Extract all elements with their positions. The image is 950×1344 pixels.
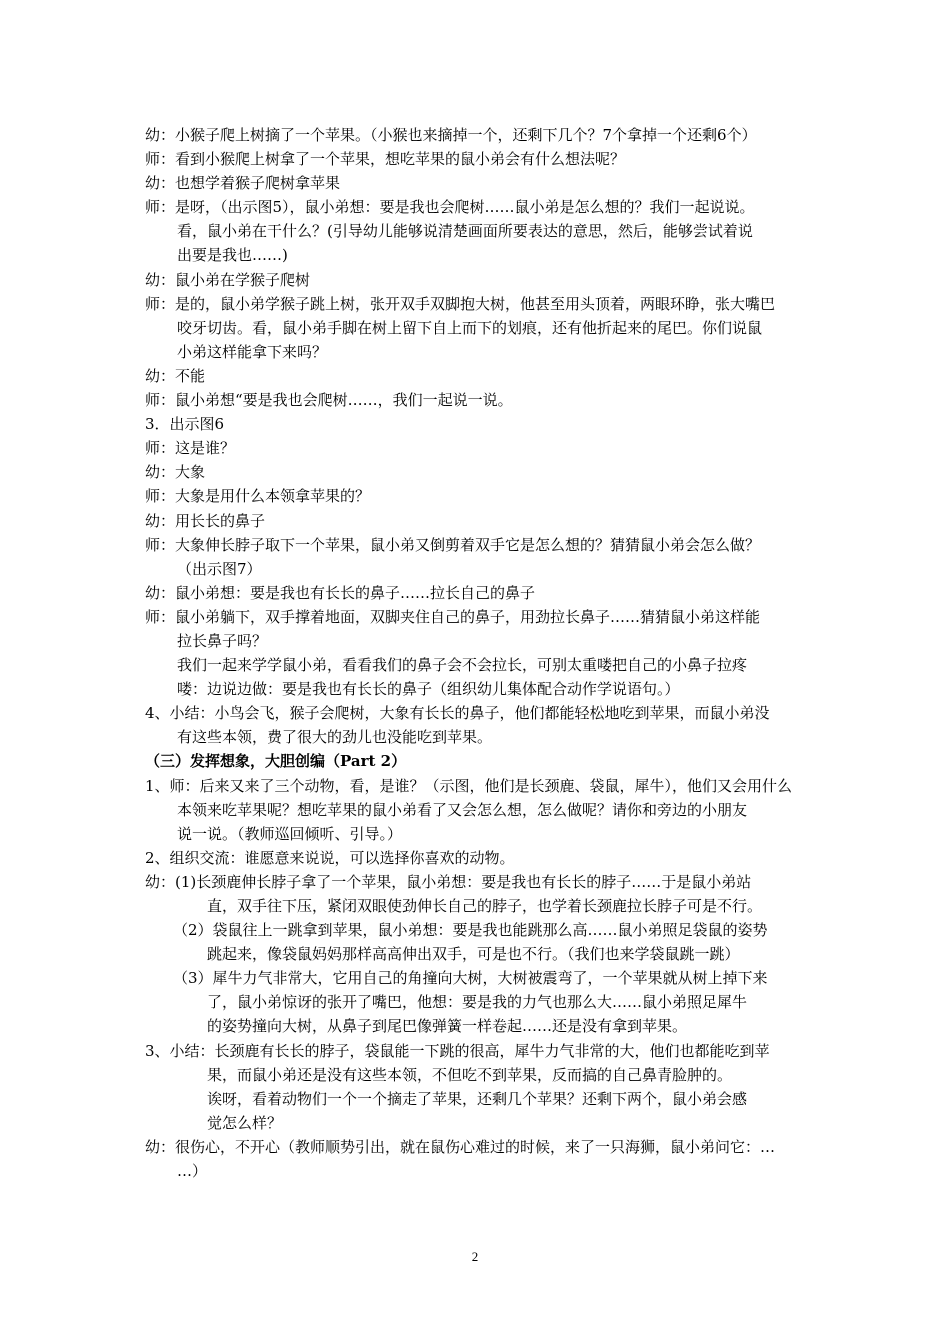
text-line: 幼：鼠小弟想：要是我也有长长的鼻子……拉长自己的鼻子	[145, 583, 536, 602]
text-line: 2、组织交流：谁愿意来说说，可以选择你喜欢的动物。	[145, 848, 515, 867]
text-line: 幼：(1)长颈鹿伸长脖子拿了一个苹果，鼠小弟想：要是我也有长长的脖子……于是鼠小弟站	[145, 872, 752, 891]
text-line: （3）犀牛力气非常大，它用自己的角撞向大树，大树被震弯了，一个苹果就从树上掉下来	[173, 969, 768, 988]
text-line: 看，鼠小弟在干什么？(引导幼儿能够说清楚画面所要表达的意思，然后，能够尝试着说	[177, 222, 753, 241]
text-line: 4、小结：小鸟会飞，猴子会爬树，大象有长长的鼻子，他们都能轻松地吃到苹果，而鼠小弟没	[145, 704, 770, 723]
text-line: 幼：鼠小弟在学猴子爬树	[145, 270, 311, 289]
text-line: 觉怎么样？	[207, 1113, 283, 1132]
text-line: 师：是的，鼠小弟学猴子跳上树，张开双手双脚抱大树，他甚至用头顶着，两眼环睁，张大嘴巴	[145, 294, 776, 313]
text-line: （2）袋鼠往上一跳拿到苹果，鼠小弟想：要是我也能跳那么高……鼠小弟照足袋鼠的姿势	[173, 921, 768, 940]
text-line: 喽：边说边做：要是我也有长长的鼻子（组织幼儿集体配合动作学说语句。）	[177, 680, 680, 699]
text-line: 果，而鼠小弟还是没有这些本领，不但吃不到苹果，反而搞的自己鼻青脸肿的。	[207, 1065, 733, 1084]
text-line: …）	[177, 1162, 208, 1181]
text-line: 幼：大象	[145, 463, 206, 482]
text-line: 师：大象伸长脖子取下一个苹果，鼠小弟又倒剪着双手它是怎么想的？猜猜鼠小弟会怎么做？	[145, 535, 761, 554]
text-line: 幼：很伤心，不开心（教师顺势引出，就在鼠伤心难过的时候，来了一只海狮，鼠小弟问它：…	[145, 1137, 776, 1156]
text-line: 师：看到小猴爬上树拿了一个苹果，想吃苹果的鼠小弟会有什么想法呢？	[145, 150, 626, 169]
text-line: 师：鼠小弟躺下，双手撑着地面，双脚夹住自己的鼻子，用劲拉长鼻子……猜猜鼠小弟这样能	[145, 607, 761, 626]
text-line: 直，双手往下压，紧闭双眼使劲伸长自己的脖子，也学着长颈鹿拉长脖子可是不行。	[207, 897, 763, 915]
text-line: 师：这是谁？	[145, 439, 236, 458]
text-line: 拉长鼻子吗？	[177, 631, 268, 650]
text-line: 幼：不能	[145, 366, 206, 385]
text-line: 说一说。（教师巡回倾听、引导。）	[177, 824, 403, 843]
text-line: 的姿势撞向大树，从鼻子到尾巴像弹簧一样卷起……还是没有拿到苹果。	[207, 1017, 688, 1036]
section-heading: （三）发挥想象，大胆创编（Part 2）	[145, 752, 407, 771]
text-line: 我们一起来学学鼠小弟，看看我们的鼻子会不会拉长，可别太重喽把自己的小鼻子拉疼	[177, 656, 748, 675]
text-line: （出示图7）	[177, 559, 262, 578]
text-line: 师：鼠小弟想“要是我也会爬树……，我们一起说一说。	[145, 391, 513, 410]
text-line: 3、小结：长颈鹿有长长的脖子，袋鼠能一下跳的很高，犀牛力气非常的大，他们也都能吃到苹	[145, 1041, 770, 1060]
text-line: 幼：也想学着猴子爬树拿苹果	[145, 174, 341, 193]
text-line: 咬牙切齿。看，鼠小弟手脚在树上留下自上而下的划痕，还有他折起来的尾巴。你们说鼠	[177, 318, 763, 337]
page-number: 2	[471, 1249, 479, 1264]
text-line: 师：大象是用什么本领拿苹果的？	[145, 487, 371, 506]
document-body	[145, 123, 825, 1183]
text-line: 师：是呀，（出示图5），鼠小弟想：要是我也会爬树……鼠小弟是怎么想的？我们一起说说。	[145, 198, 755, 217]
text-line: 诶呀，看着动物们一个一个摘走了苹果，还剩几个苹果？还剩下两个，鼠小弟会感	[207, 1089, 748, 1108]
text-line: 有这些本领，费了很大的劲儿也没能吃到苹果。	[177, 728, 493, 747]
section-number: 3．出示图6	[145, 415, 225, 434]
text-line: 本领来吃苹果呢？想吃苹果的鼠小弟看了又会怎么想，怎么做呢？请你和旁边的小朋友	[177, 800, 748, 819]
text-line: 跳起来，像袋鼠妈妈那样高高伸出双手，可是也不行。（我们也来学袋鼠跳一跳）	[207, 945, 740, 964]
text-line: 幼：用长长的鼻子	[145, 511, 266, 530]
text-line: 1、师：后来又来了三个动物，看，是谁？（示图，他们是长颈鹿、袋鼠，犀牛），他们又会用什么	[145, 776, 793, 795]
text-line: 小弟这样能拿下来吗？	[177, 342, 328, 361]
text-line: 幼：小猴子爬上树摘了一个苹果。（小猴也来摘掉一个，还剩下几个？7个拿掉一个还剩6个）	[145, 126, 757, 144]
text-line: 了，鼠小弟惊讶的张开了嘴巴，他想：要是我的力气也那么大……鼠小弟照足犀牛	[207, 993, 748, 1012]
text-line: 出要是我也……)	[177, 246, 288, 265]
